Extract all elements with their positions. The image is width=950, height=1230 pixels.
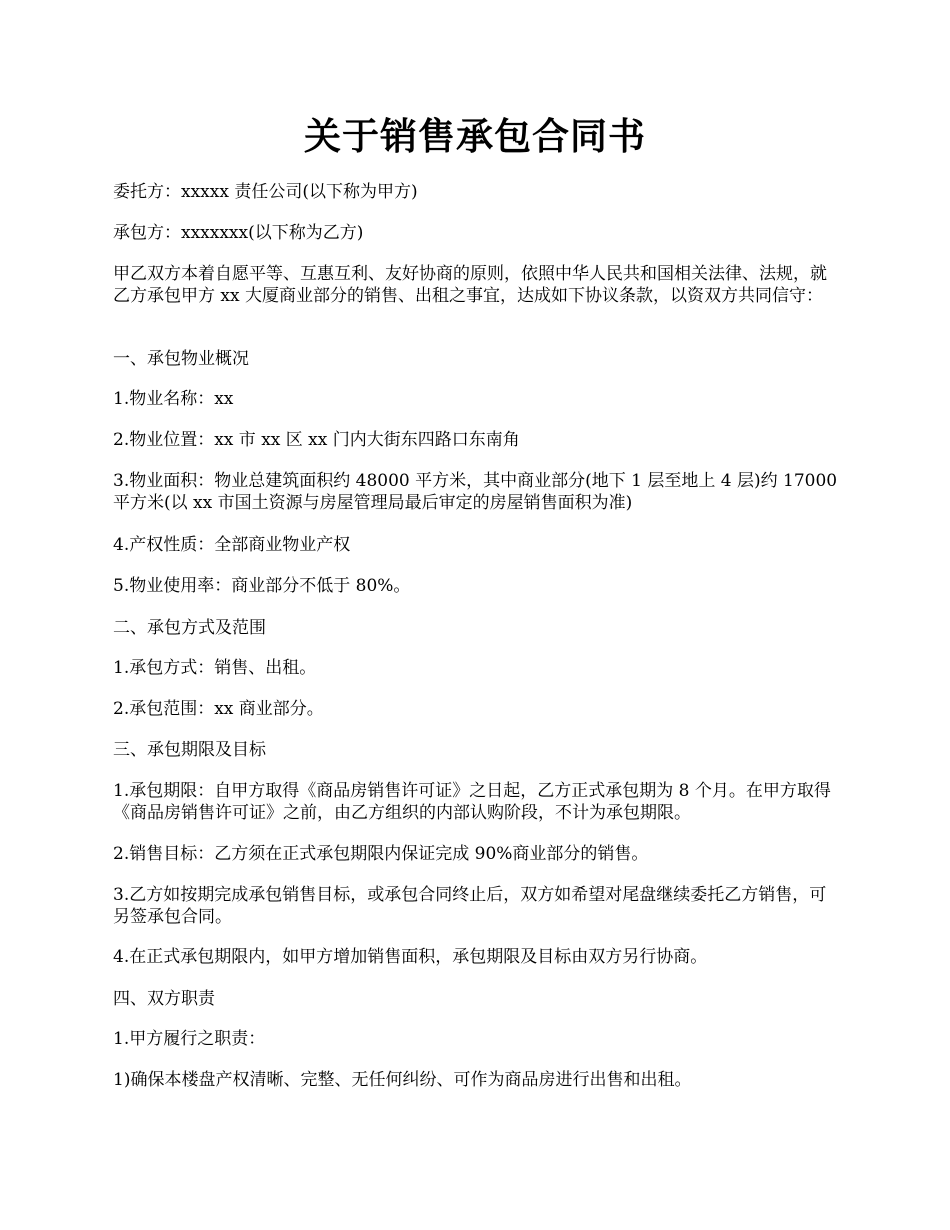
clause-paragraph: 5.物业使用率：商业部分不低于 80%。 [113, 576, 411, 596]
document-title: 关于销售承包合同书 [304, 114, 646, 158]
section-heading: 四、双方职责 [113, 989, 215, 1009]
clause-paragraph: 4.在正式承包期限内，如甲方增加销售面积，承包期限及目标由双方另行协商。 [113, 947, 708, 967]
section-heading: 一、承包物业概况 [113, 349, 249, 369]
clause-paragraph: 1.承包期限：自甲方取得《商品房销售许可证》之日起，乙方正式承包期为 8 个月。在甲方取得《商品房销售许可证》之前，由乙方组织的内部认购阶段，不计为承包期限。 [113, 781, 831, 823]
clause-paragraph: 1.甲方履行之职责： [113, 1029, 266, 1049]
clause-paragraph: 3.乙方如按期完成承包销售目标，或承包合同终止后，双方如希望对尾盘继续委托乙方销售，可另签承包合同。 [113, 885, 827, 927]
clause-paragraph: 4.产权性质：全部商业物业产权 [113, 535, 351, 555]
section-heading: 二、承包方式及范围 [113, 618, 266, 638]
clause-paragraph: 3.物业面积：物业总建筑面积约 48000 平方米，其中商业部分(地下 1 层至地上 4 层)约 17000 平方米(以 xx 市国土资源与房屋管理局最后审定的房屋销售面积为准) [113, 471, 838, 513]
clause-paragraph: 1)确保本楼盘产权清晰、完整、无任何纠纷、可作为商品房进行出售和出租。 [113, 1070, 692, 1090]
party-a-line: 委托方：xxxxx 责任公司(以下称为甲方) [113, 182, 418, 202]
clause-paragraph: 1.物业名称：xx [113, 389, 234, 409]
clause-paragraph: 1.承包方式：销售、出租。 [113, 658, 317, 678]
clause-paragraph: 2.物业位置：xx 市 xx 区 xx 门内大街东四路口东南角 [113, 430, 520, 450]
section-heading: 三、承包期限及目标 [113, 740, 266, 760]
preamble-paragraph: 甲乙双方本着自愿平等、互惠互利、友好协商的原则，依照中华人民共和国相关法律、法规，就乙方承包甲方 xx 大厦商业部分的销售、出租之事宜，达成如下协议条款，以资双方共同信守： [113, 264, 827, 306]
clause-paragraph: 2.销售目标：乙方须在正式承包期限内保证完成 90%商业部分的销售。 [113, 844, 649, 864]
party-b-line: 承包方：xxxxxxx(以下称为乙方) [113, 223, 364, 243]
clause-paragraph: 2.承包范围：xx 商业部分。 [113, 699, 324, 719]
